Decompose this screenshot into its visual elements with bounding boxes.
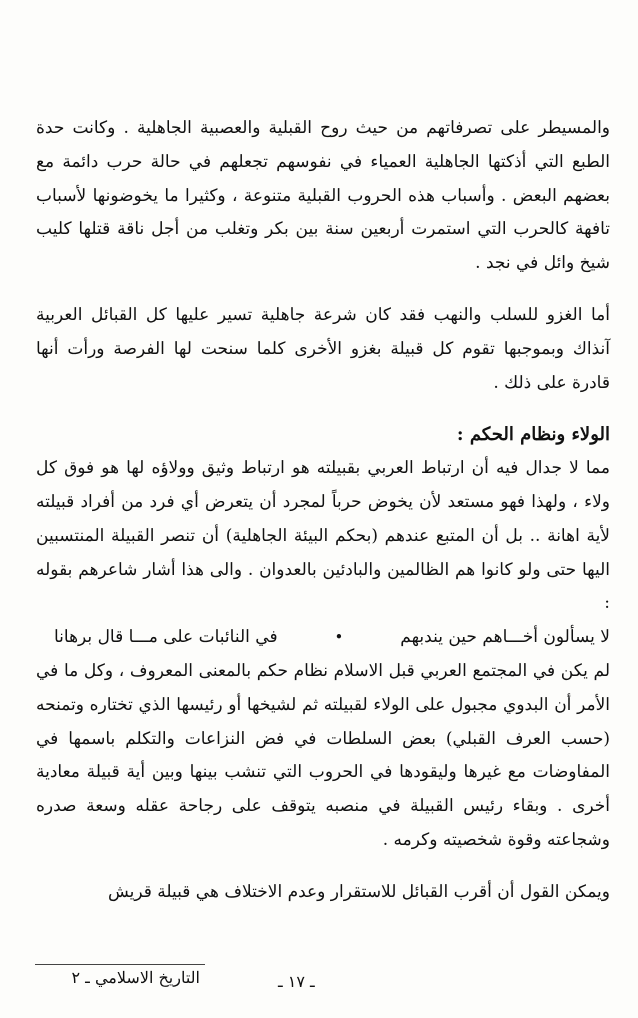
page-footer: [36, 968, 610, 998]
footer-rule: [35, 964, 205, 965]
paragraph-spacer: [36, 400, 610, 418]
paragraph-spacer: [36, 858, 610, 876]
paragraph-tribal-wars: والمسيطر على تصرفاتهم من حيث روح القبلية والعصبية الجاهلية . وكانت حدة الطبع التي أذكتها الجاهلية العمياء في نفوسهم تجعلهم في حالة حرب دائمة مع بعضهم البعض . وأسباب هذه الحروب القبلية متنوعة ، وكثيرا ما يخوضونها لأسباب تافهة كالحرب التي استمرت أربعين سنة بين بكر وتغلب من أجل ناقة قتلها كليب شيخ وائل في نجد .: [36, 118, 610, 274]
poetry-verse: [36, 621, 610, 655]
main-text: [36, 112, 610, 910]
page-number: ـ ١٧ ـ: [278, 972, 315, 991]
paragraph-quraysh: ويمكن القول أن أقرب القبائل للاستقرار وعدم الاختلاف هي قبيلة قريش: [107, 881, 610, 902]
verse-separator: •: [334, 628, 344, 647]
book-title: التاريخ الاسلامي ـ ٢: [71, 968, 200, 987]
paragraph-raiding: أما الغزو للسلب والنهب فقد كان شرعة جاهلية تسير عليها كل القبائل العربية آنذاك وبموجبها تقوم كل قبيلة بغزو الأخرى كلما سنحت لها الفرصة ورأت أنها قادرة على ذلك .: [36, 304, 610, 393]
paragraph-spacer: [36, 281, 610, 299]
paragraph-loyalty: مما لا جدال فيه أن ارتباط العربي بقبيلته هو ارتباط وثيق وولاؤه لها هو فوق كل ولاء ، ولهذا فهو مستعد لأن يخوض حرباً لمجرد أن يتعرض أي فرد من أفراد قبيلته لأية اهانة .. بل أن المتبع عندهم (بحكم البيئة الجاهلية) أن تنصر القبيلة المنتسبين اليها حتى ولو كانوا هم الظالمين والبادئين بالعدوان . والى هذا أشار شاعرهم بقوله :: [36, 458, 610, 614]
paragraph-governance: لم يكن في المجتمع العربي قبل الاسلام نظام حكم بالمعنى المعروف ، وكل ما في الأمر أن البدوي مجبول على الولاء لقبيلته ثم لشيخها أو رئيسها الذي تختاره وتمنحه (حسب العرف القبلي) بعض السلطات في فض النزاعات والتكلم باسمها في المفاوضات مع غيرها وليقودها في الحروب التي تنشب بينها وبين أية قبيلة معادية أخرى . وبقاء رئيس القبيلة في منصبه يتوقف على رجاحة عقله وسعة صدره وشجاعته وقوة شخصيته وكرمه .: [36, 660, 610, 850]
verse-first-hemistich: لا يسألون أخـــاهم حين يندبهم: [400, 627, 610, 648]
section-heading: الولاء ونظام الحكم :: [456, 424, 610, 446]
verse-second-hemistich: في النائبات على مـــا قال برهانا: [54, 627, 278, 648]
